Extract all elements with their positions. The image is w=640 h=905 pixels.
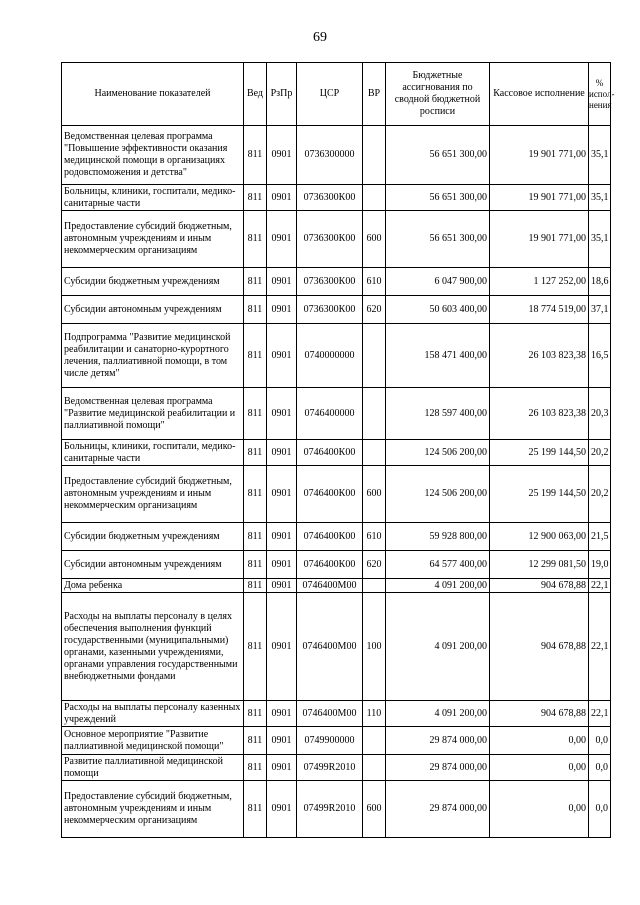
cell-cash: 18 774 519,00 [490, 296, 589, 324]
cell-name: Предоставление субсидий бюджетным, автономным учреждениям и иным некоммерческим организациям [62, 211, 244, 268]
cell-pct: 35,1 [589, 185, 611, 211]
header-vr: ВР [363, 63, 386, 126]
cell-name: Развитие паллиативной медицинской помощи [62, 755, 244, 781]
cell-rzpr: 0901 [267, 551, 297, 579]
cell-rzpr: 0901 [267, 466, 297, 523]
cell-name: Субсидии автономным учреждениям [62, 296, 244, 324]
cell-pct: 20,2 [589, 440, 611, 466]
cell-budget: 56 651 300,00 [386, 185, 490, 211]
cell-csr: 07499R2010 [297, 781, 363, 838]
cell-name: Больницы, клиники, госпитали, медико-санитарные части [62, 440, 244, 466]
cell-ved: 811 [244, 324, 267, 388]
cell-pct: 19,0 [589, 551, 611, 579]
table-row [62, 440, 611, 466]
cell-csr: 0736300К00 [297, 268, 363, 296]
cell-rzpr: 0901 [267, 727, 297, 755]
cell-cash: 26 103 823,38 [490, 388, 589, 440]
cell-pct: 37,1 [589, 296, 611, 324]
cell-name: Субсидии бюджетным учреждениям [62, 268, 244, 296]
cell-budget: 29 874 000,00 [386, 727, 490, 755]
cell-ved: 811 [244, 523, 267, 551]
cell-cash: 12 900 063,00 [490, 523, 589, 551]
cell-cash: 19 901 771,00 [490, 126, 589, 185]
header-percent: % испол-нения [589, 63, 611, 126]
cell-ved: 811 [244, 701, 267, 727]
cell-budget: 124 506 200,00 [386, 440, 490, 466]
cell-budget: 4 091 200,00 [386, 701, 490, 727]
cell-name: Предоставление субсидий бюджетным, автономным учреждениям и иным некоммерческим организациям [62, 781, 244, 838]
cell-csr: 0746400М00 [297, 701, 363, 727]
cell-vr [363, 388, 386, 440]
table-header-row [62, 63, 611, 126]
cell-rzpr: 0901 [267, 126, 297, 185]
table-row [62, 781, 611, 838]
cell-ved: 811 [244, 126, 267, 185]
cell-budget: 29 874 000,00 [386, 781, 490, 838]
cell-rzpr: 0901 [267, 211, 297, 268]
cell-vr: 610 [363, 523, 386, 551]
cell-csr: 0746400К00 [297, 466, 363, 523]
cell-name: Ведомственная целевая программа "Развитие медицинской реабилитации и паллиативной помощи" [62, 388, 244, 440]
cell-pct: 21,5 [589, 523, 611, 551]
cell-csr: 0746400М00 [297, 593, 363, 701]
cell-name: Предоставление субсидий бюджетным, автономным учреждениям и иным некоммерческим организациям [62, 466, 244, 523]
cell-budget: 59 928 800,00 [386, 523, 490, 551]
cell-pct: 35,1 [589, 211, 611, 268]
cell-budget: 50 603 400,00 [386, 296, 490, 324]
cell-cash: 19 901 771,00 [490, 185, 589, 211]
cell-csr: 0740000000 [297, 324, 363, 388]
cell-ved: 811 [244, 466, 267, 523]
cell-pct: 0,0 [589, 755, 611, 781]
cell-cash: 904 678,88 [490, 701, 589, 727]
cell-budget: 64 577 400,00 [386, 551, 490, 579]
cell-csr: 0746400К00 [297, 440, 363, 466]
cell-csr: 0746400К00 [297, 523, 363, 551]
cell-csr: 0749900000 [297, 727, 363, 755]
cell-ved: 811 [244, 440, 267, 466]
cell-budget: 158 471 400,00 [386, 324, 490, 388]
cell-budget: 6 047 900,00 [386, 268, 490, 296]
table-row [62, 268, 611, 296]
cell-cash: 26 103 823,38 [490, 324, 589, 388]
cell-budget: 124 506 200,00 [386, 466, 490, 523]
cell-csr: 0736300К00 [297, 296, 363, 324]
table-row [62, 755, 611, 781]
cell-budget: 56 651 300,00 [386, 126, 490, 185]
cell-vr: 600 [363, 211, 386, 268]
cell-rzpr: 0901 [267, 755, 297, 781]
cell-pct: 0,0 [589, 781, 611, 838]
cell-name: Расходы на выплаты персоналу в целях обеспечения выполнения функций государственными (муниципальными) органами, казенными учреждениями, органами управления государственными внебюджетными фондами [62, 593, 244, 701]
cell-budget: 56 651 300,00 [386, 211, 490, 268]
table-row [62, 324, 611, 388]
cell-rzpr: 0901 [267, 593, 297, 701]
page-number: 69 [313, 30, 327, 45]
cell-pct: 16,5 [589, 324, 611, 388]
header-csr: ЦСР [297, 63, 363, 126]
cell-vr: 100 [363, 593, 386, 701]
header-name: Наименование показателей [62, 63, 244, 126]
cell-name: Субсидии бюджетным учреждениям [62, 523, 244, 551]
header-budget: Бюджетные ассигнования по сводной бюджетной росписи [386, 63, 490, 126]
cell-name: Расходы на выплаты персоналу казенных учреждений [62, 701, 244, 727]
cell-rzpr: 0901 [267, 185, 297, 211]
cell-cash: 25 199 144,50 [490, 440, 589, 466]
cell-vr: 110 [363, 701, 386, 727]
cell-rzpr: 0901 [267, 579, 297, 593]
table-row [62, 211, 611, 268]
cell-rzpr: 0901 [267, 701, 297, 727]
cell-name: Основное мероприятие "Развитие паллиативной медицинской помощи" [62, 727, 244, 755]
cell-csr: 07499R2010 [297, 755, 363, 781]
cell-budget: 4 091 200,00 [386, 579, 490, 593]
cell-name: Больницы, клиники, госпитали, медико-санитарные части [62, 185, 244, 211]
cell-rzpr: 0901 [267, 781, 297, 838]
cell-rzpr: 0901 [267, 523, 297, 551]
cell-cash: 0,00 [490, 781, 589, 838]
cell-rzpr: 0901 [267, 440, 297, 466]
cell-csr: 0736300000 [297, 126, 363, 185]
cell-name: Субсидии автономным учреждениям [62, 551, 244, 579]
header-rzpr: РзПр [267, 63, 297, 126]
cell-budget: 29 874 000,00 [386, 755, 490, 781]
cell-cash: 0,00 [490, 755, 589, 781]
cell-ved: 811 [244, 781, 267, 838]
cell-cash: 25 199 144,50 [490, 466, 589, 523]
cell-name: Дома ребенка [62, 579, 244, 593]
cell-csr: 0746400000 [297, 388, 363, 440]
cell-ved: 811 [244, 551, 267, 579]
cell-pct: 22,1 [589, 593, 611, 701]
table-row [62, 593, 611, 701]
cell-vr [363, 579, 386, 593]
cell-cash: 12 299 081,50 [490, 551, 589, 579]
table-row [62, 579, 611, 593]
cell-vr: 610 [363, 268, 386, 296]
cell-cash: 0,00 [490, 727, 589, 755]
table-row [62, 388, 611, 440]
cell-cash: 19 901 771,00 [490, 211, 589, 268]
budget-table [61, 62, 615, 838]
cell-vr: 600 [363, 781, 386, 838]
cell-vr [363, 185, 386, 211]
cell-vr [363, 440, 386, 466]
table-row [62, 185, 611, 211]
cell-rzpr: 0901 [267, 296, 297, 324]
cell-ved: 811 [244, 579, 267, 593]
cell-ved: 811 [244, 755, 267, 781]
cell-name: Ведомственная целевая программа "Повышение эффективности оказания медицинской помощи в организациях родовспоможения и детства" [62, 126, 244, 185]
cell-cash: 1 127 252,00 [490, 268, 589, 296]
table-row [62, 523, 611, 551]
cell-name: Подпрограмма "Развитие медицинской реабилитации и санаторно-курортного лечения, паллиативной помощи, в том числе детям" [62, 324, 244, 388]
cell-csr: 0746400М00 [297, 579, 363, 593]
cell-ved: 811 [244, 593, 267, 701]
cell-vr [363, 324, 386, 388]
cell-rzpr: 0901 [267, 268, 297, 296]
cell-ved: 811 [244, 388, 267, 440]
cell-rzpr: 0901 [267, 324, 297, 388]
table-row [62, 727, 611, 755]
cell-pct: 18,6 [589, 268, 611, 296]
table-row [62, 701, 611, 727]
cell-csr: 0746400К00 [297, 551, 363, 579]
cell-ved: 811 [244, 268, 267, 296]
cell-budget: 128 597 400,00 [386, 388, 490, 440]
cell-vr: 620 [363, 551, 386, 579]
cell-cash: 904 678,88 [490, 579, 589, 593]
cell-pct: 20,2 [589, 466, 611, 523]
cell-csr: 0736300К00 [297, 211, 363, 268]
cell-vr: 620 [363, 296, 386, 324]
cell-pct: 22,1 [589, 579, 611, 593]
cell-pct: 22,1 [589, 701, 611, 727]
cell-vr [363, 126, 386, 185]
cell-vr: 600 [363, 466, 386, 523]
cell-rzpr: 0901 [267, 388, 297, 440]
table-row [62, 466, 611, 523]
header-ved: Вед [244, 63, 267, 126]
cell-pct: 35,1 [589, 126, 611, 185]
cell-vr [363, 755, 386, 781]
table-row [62, 296, 611, 324]
table-row [62, 551, 611, 579]
cell-pct: 20,3 [589, 388, 611, 440]
header-cash: Кассовое исполнение [490, 63, 589, 126]
cell-csr: 0736300К00 [297, 185, 363, 211]
table-row [62, 126, 611, 185]
cell-ved: 811 [244, 211, 267, 268]
cell-ved: 811 [244, 185, 267, 211]
cell-budget: 4 091 200,00 [386, 593, 490, 701]
cell-pct: 0,0 [589, 727, 611, 755]
cell-ved: 811 [244, 296, 267, 324]
cell-ved: 811 [244, 727, 267, 755]
cell-cash: 904 678,88 [490, 593, 589, 701]
cell-vr [363, 727, 386, 755]
